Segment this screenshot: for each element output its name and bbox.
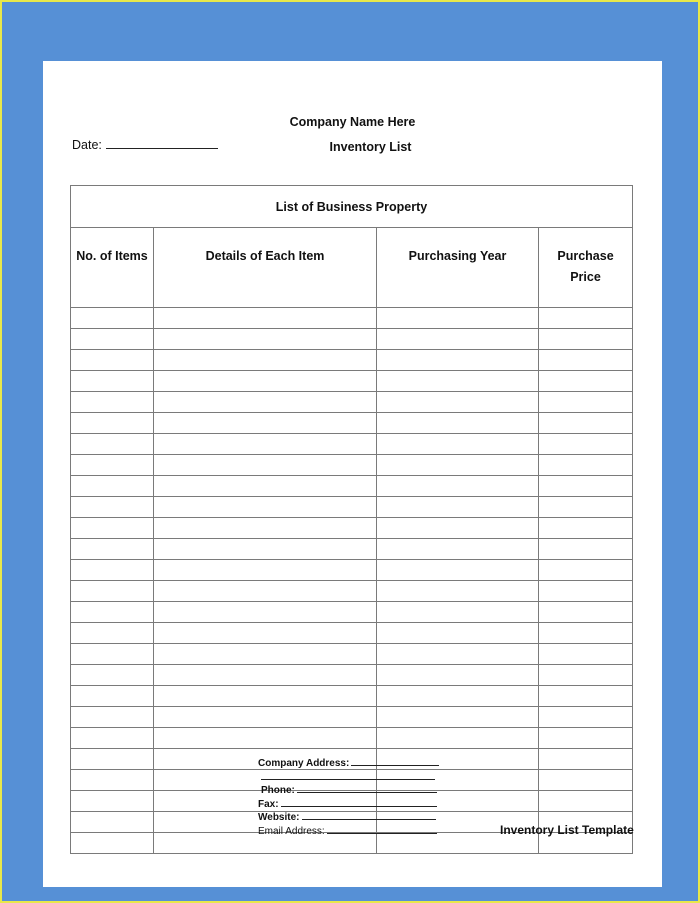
table-cell[interactable] <box>377 518 539 539</box>
table-cell[interactable] <box>154 455 377 476</box>
table-cell[interactable] <box>377 413 539 434</box>
table-cell[interactable] <box>377 329 539 350</box>
table-row <box>71 644 633 665</box>
document-page <box>43 61 662 887</box>
company-address-blank[interactable] <box>351 756 439 766</box>
table-cell[interactable] <box>377 644 539 665</box>
table-cell[interactable] <box>539 518 633 539</box>
inventory-table <box>70 185 633 854</box>
website-line <box>258 810 439 824</box>
table-cell[interactable] <box>154 329 377 350</box>
table-cell[interactable] <box>71 434 154 455</box>
table-cell[interactable] <box>71 329 154 350</box>
table-row <box>71 581 633 602</box>
table-cell[interactable] <box>71 686 154 707</box>
date-label: Date: <box>72 138 102 152</box>
table-cell[interactable] <box>377 686 539 707</box>
table-cell[interactable] <box>154 560 377 581</box>
table-row <box>71 518 633 539</box>
table-cell[interactable] <box>539 350 633 371</box>
fax-blank[interactable] <box>281 797 437 807</box>
table-cell[interactable] <box>154 497 377 518</box>
table-cell[interactable] <box>71 476 154 497</box>
table-cell[interactable] <box>539 476 633 497</box>
table-cell[interactable] <box>154 371 377 392</box>
table-cell[interactable] <box>71 371 154 392</box>
table-cell[interactable] <box>539 581 633 602</box>
table-cell[interactable] <box>71 518 154 539</box>
table-cell[interactable] <box>539 602 633 623</box>
table-cell[interactable] <box>154 623 377 644</box>
company-address-continuation <box>258 770 439 784</box>
table-cell[interactable] <box>539 371 633 392</box>
table-cell[interactable] <box>539 329 633 350</box>
table-cell[interactable] <box>539 434 633 455</box>
table-cell[interactable] <box>539 392 633 413</box>
table-cell[interactable] <box>539 497 633 518</box>
website-blank[interactable] <box>302 810 436 820</box>
table-cell[interactable] <box>377 434 539 455</box>
table-row <box>71 497 633 518</box>
company-address-line <box>258 756 439 770</box>
table-cell[interactable] <box>154 581 377 602</box>
table-cell[interactable] <box>539 413 633 434</box>
table-cell[interactable] <box>71 644 154 665</box>
table-row <box>71 434 633 455</box>
table-row <box>71 623 633 644</box>
phone-blank[interactable] <box>297 783 437 793</box>
table-cell[interactable] <box>377 581 539 602</box>
table-cell[interactable] <box>539 791 633 812</box>
table-cell[interactable] <box>71 455 154 476</box>
table-cell[interactable] <box>154 350 377 371</box>
table-cell[interactable] <box>71 602 154 623</box>
table-cell[interactable] <box>154 434 377 455</box>
fax-label: Fax: <box>258 798 279 810</box>
table-row <box>71 686 633 707</box>
table-cell[interactable] <box>539 560 633 581</box>
column-header-no-of-items: No. of Items <box>71 228 154 308</box>
table-cell[interactable] <box>377 665 539 686</box>
table-cell[interactable] <box>71 791 154 812</box>
table-row <box>71 371 633 392</box>
table-row <box>71 350 633 371</box>
fax-line <box>258 797 439 811</box>
table-cell[interactable] <box>539 539 633 560</box>
column-header-purchasing-year: Purchasing Year <box>377 228 539 308</box>
table-cell[interactable] <box>539 665 633 686</box>
table-cell[interactable] <box>154 413 377 434</box>
company-address-label: Company Address: <box>258 758 350 769</box>
table-cell[interactable] <box>377 371 539 392</box>
table-row <box>71 539 633 560</box>
table-row <box>71 707 633 728</box>
table-cell[interactable] <box>71 308 154 329</box>
table-row <box>71 476 633 497</box>
table-cell[interactable] <box>377 623 539 644</box>
website-label: Website: <box>258 812 300 823</box>
table-row <box>71 392 633 413</box>
email-label: Email Address: <box>258 825 325 837</box>
table-cell[interactable] <box>154 728 377 749</box>
table-cell[interactable] <box>71 770 154 791</box>
company-address-blank-2[interactable] <box>261 770 435 780</box>
email-blank[interactable] <box>327 824 437 834</box>
table-cell[interactable] <box>539 749 633 770</box>
table-cell[interactable] <box>71 749 154 770</box>
table-row <box>71 560 633 581</box>
email-line <box>258 824 439 838</box>
table-cell[interactable] <box>377 350 539 371</box>
table-cell[interactable] <box>71 665 154 686</box>
table-cell[interactable] <box>71 350 154 371</box>
table-cell[interactable] <box>154 602 377 623</box>
table-row <box>71 665 633 686</box>
table-cell[interactable] <box>539 770 633 791</box>
table-cell[interactable] <box>539 686 633 707</box>
table-row <box>71 329 633 350</box>
column-header-details: Details of Each Item <box>154 228 377 308</box>
table-row <box>71 413 633 434</box>
column-header-purchase-price: Purchase Price <box>539 228 633 308</box>
table-cell[interactable] <box>539 644 633 665</box>
table-row <box>71 728 633 749</box>
company-name: Company Name Here <box>289 115 416 129</box>
table-cell[interactable] <box>71 728 154 749</box>
table-cell[interactable] <box>71 413 154 434</box>
table-cell[interactable] <box>71 707 154 728</box>
table-cell[interactable] <box>71 560 154 581</box>
table-row <box>71 308 633 329</box>
table-cell[interactable] <box>154 392 377 413</box>
phone-label: Phone: <box>261 785 295 796</box>
table-cell[interactable] <box>154 539 377 560</box>
table-cell[interactable] <box>539 728 633 749</box>
table-cell[interactable] <box>377 602 539 623</box>
table-cell[interactable] <box>377 308 539 329</box>
table-caption: List of Business Property <box>71 186 633 228</box>
table-cell[interactable] <box>154 644 377 665</box>
table-cell[interactable] <box>377 392 539 413</box>
table-cell[interactable] <box>71 497 154 518</box>
table-cell[interactable] <box>539 707 633 728</box>
table-cell[interactable] <box>377 539 539 560</box>
table-cell[interactable] <box>71 623 154 644</box>
table-row <box>71 602 633 623</box>
table-cell[interactable] <box>377 707 539 728</box>
table-cell[interactable] <box>539 455 633 476</box>
table-cell[interactable] <box>539 623 633 644</box>
table-cell[interactable] <box>377 476 539 497</box>
table-cell[interactable] <box>71 581 154 602</box>
table-cell[interactable] <box>71 539 154 560</box>
table-cell[interactable] <box>377 560 539 581</box>
table-cell[interactable] <box>71 833 154 854</box>
contact-block <box>258 756 439 837</box>
table-cell[interactable] <box>377 497 539 518</box>
table-cell[interactable] <box>154 686 377 707</box>
table-cell[interactable] <box>154 665 377 686</box>
document-title: Inventory List <box>329 140 412 154</box>
phone-line <box>258 783 439 797</box>
table-cell[interactable] <box>377 728 539 749</box>
table-cell[interactable] <box>71 812 154 833</box>
table-cell[interactable] <box>539 308 633 329</box>
table-cell[interactable] <box>154 308 377 329</box>
table-cell[interactable] <box>154 476 377 497</box>
table-cell[interactable] <box>154 518 377 539</box>
table-cell[interactable] <box>154 707 377 728</box>
template-label: Inventory List Template <box>500 823 634 837</box>
table-row <box>71 455 633 476</box>
table-cell[interactable] <box>71 392 154 413</box>
table-cell[interactable] <box>377 455 539 476</box>
